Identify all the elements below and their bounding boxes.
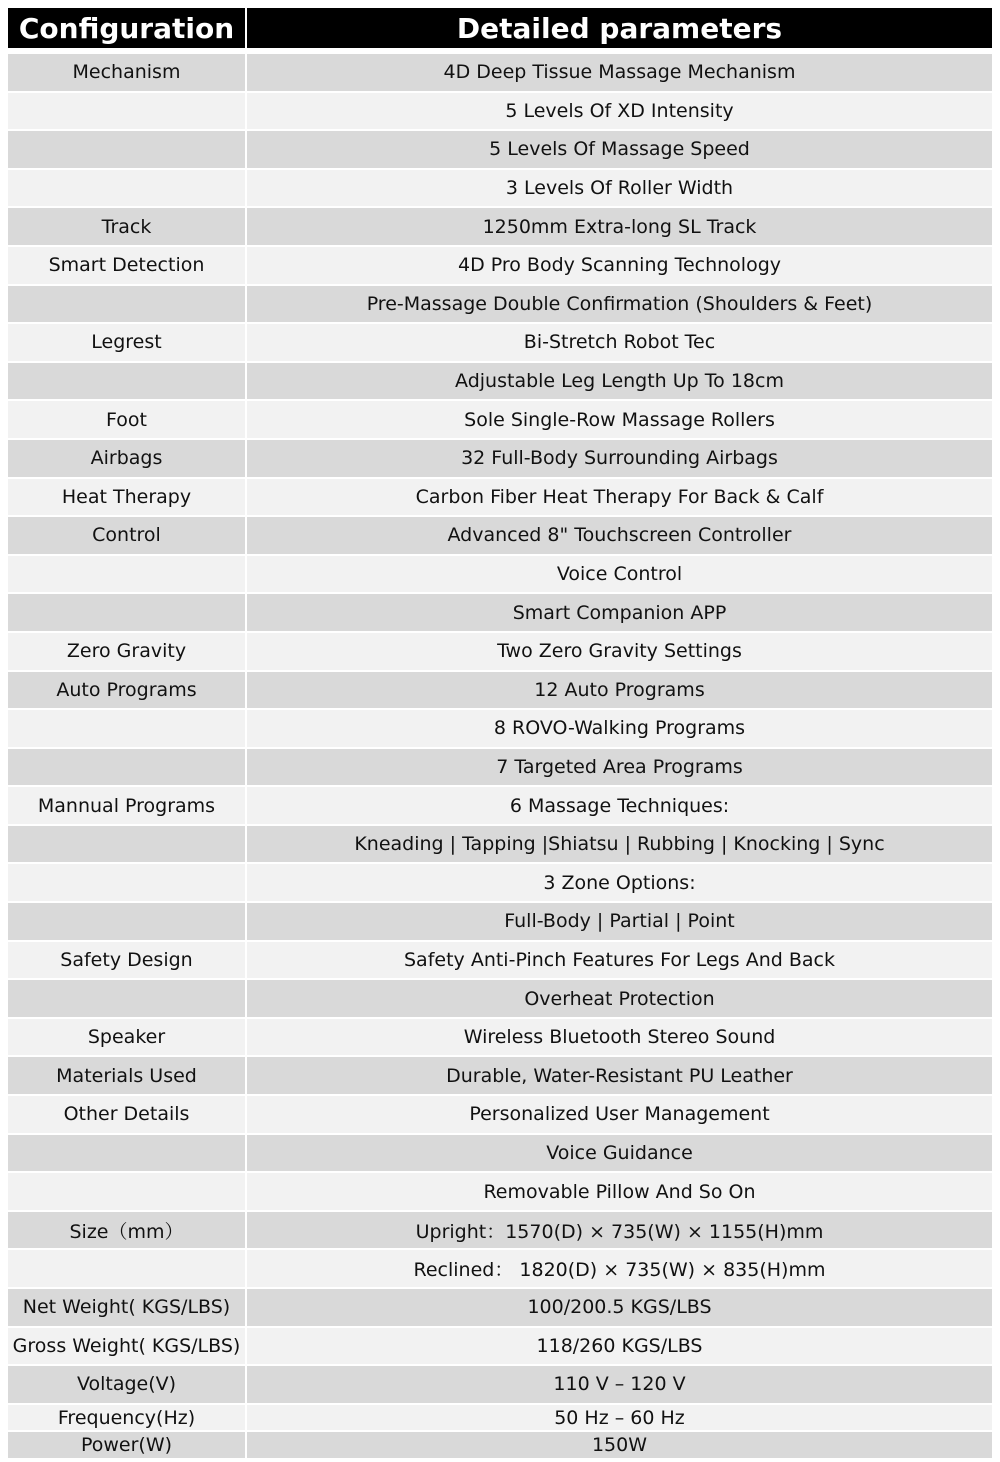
- parameter-cell: Wireless Bluetooth Stereo Sound: [247, 1019, 992, 1056]
- table-row: [8, 1405, 992, 1431]
- configuration-cell: [8, 131, 245, 168]
- table-body: [8, 54, 992, 1460]
- table-row: [8, 1096, 992, 1133]
- configuration-cell: Other Details: [8, 1096, 245, 1133]
- table-row: [8, 594, 992, 631]
- table-row: [8, 1173, 992, 1210]
- table-row: [8, 170, 992, 207]
- configuration-cell: Auto Programs: [8, 672, 245, 709]
- parameter-cell: Overheat Protection: [247, 980, 992, 1017]
- configuration-cell: Airbags: [8, 440, 245, 477]
- configuration-cell: Frequency(Hz): [8, 1405, 245, 1431]
- parameter-cell: 118/260 KGS/LBS: [247, 1328, 992, 1365]
- configuration-cell: [8, 826, 245, 863]
- parameter-cell: Safety Anti-Pinch Features For Legs And Back: [247, 942, 992, 979]
- table-row: [8, 54, 992, 91]
- configuration-cell: [8, 363, 245, 400]
- parameter-cell: 110 V – 120 V: [247, 1366, 992, 1403]
- parameter-cell: Sole Single-Row Massage Rollers: [247, 401, 992, 438]
- configuration-cell: [8, 1250, 245, 1287]
- configuration-cell: [8, 710, 245, 747]
- table-row: [8, 1019, 992, 1056]
- spec-table: [8, 8, 992, 1460]
- header-configuration: Configuration: [8, 8, 245, 48]
- table-row: [8, 324, 992, 361]
- table-row: [8, 1432, 992, 1458]
- parameter-cell: Personalized User Management: [247, 1096, 992, 1133]
- configuration-cell: [8, 594, 245, 631]
- table-row: [8, 672, 992, 709]
- parameter-cell: Removable Pillow And So On: [247, 1173, 992, 1210]
- configuration-cell: Mechanism: [8, 54, 245, 91]
- parameter-cell: 100/200.5 KGS/LBS: [247, 1289, 992, 1326]
- parameter-cell: Adjustable Leg Length Up To 18cm: [247, 363, 992, 400]
- parameter-cell: 3 Zone Options:: [247, 864, 992, 901]
- parameter-cell: 12 Auto Programs: [247, 672, 992, 709]
- table-row: [8, 1212, 992, 1249]
- parameter-cell: 4D Deep Tissue Massage Mechanism: [247, 54, 992, 91]
- configuration-cell: Mannual Programs: [8, 787, 245, 824]
- parameter-cell: Advanced 8" Touchscreen Controller: [247, 517, 992, 554]
- table-row: [8, 903, 992, 940]
- configuration-cell: Heat Therapy: [8, 479, 245, 516]
- parameter-cell: 4D Pro Body Scanning Technology: [247, 247, 992, 284]
- parameter-cell: 7 Targeted Area Programs: [247, 749, 992, 786]
- parameter-cell: Carbon Fiber Heat Therapy For Back & Calf: [247, 479, 992, 516]
- table-row: [8, 1366, 992, 1403]
- configuration-cell: [8, 1135, 245, 1172]
- configuration-cell: Power(W): [8, 1432, 245, 1458]
- table-row: [8, 286, 992, 323]
- table-row: [8, 1135, 992, 1172]
- configuration-cell: Speaker: [8, 1019, 245, 1056]
- table-row: [8, 1057, 992, 1094]
- configuration-cell: Smart Detection: [8, 247, 245, 284]
- configuration-cell: [8, 170, 245, 207]
- configuration-cell: Foot: [8, 401, 245, 438]
- parameter-cell: Two Zero Gravity Settings: [247, 633, 992, 670]
- configuration-cell: Net Weight( KGS/LBS): [8, 1289, 245, 1326]
- table-row: [8, 479, 992, 516]
- configuration-cell: Gross Weight( KGS/LBS): [8, 1328, 245, 1365]
- configuration-cell: Safety Design: [8, 942, 245, 979]
- configuration-cell: Control: [8, 517, 245, 554]
- table-row: [8, 1250, 992, 1287]
- table-row: [8, 1289, 992, 1326]
- table-row: [8, 93, 992, 130]
- configuration-cell: [8, 93, 245, 130]
- configuration-cell: [8, 749, 245, 786]
- table-row: [8, 247, 992, 284]
- table-row: [8, 1328, 992, 1365]
- parameter-cell: 6 Massage Techniques:: [247, 787, 992, 824]
- configuration-cell: [8, 556, 245, 593]
- parameter-cell: 8 ROVO-Walking Programs: [247, 710, 992, 747]
- table-header: [8, 8, 992, 48]
- configuration-cell: [8, 1173, 245, 1210]
- parameter-cell: 1250mm Extra-long SL Track: [247, 208, 992, 245]
- parameter-cell: Upright：1570(D) × 735(W) × 1155(H)mm: [247, 1212, 992, 1249]
- configuration-cell: Size（mm）: [8, 1212, 245, 1249]
- parameter-cell: 5 Levels Of Massage Speed: [247, 131, 992, 168]
- parameter-cell: Full-Body | Partial | Point: [247, 903, 992, 940]
- table-row: [8, 942, 992, 979]
- configuration-cell: Materials Used: [8, 1057, 245, 1094]
- parameter-cell: 32 Full-Body Surrounding Airbags: [247, 440, 992, 477]
- configuration-cell: [8, 286, 245, 323]
- table-row: [8, 633, 992, 670]
- configuration-cell: [8, 903, 245, 940]
- table-row: [8, 710, 992, 747]
- parameter-cell: Reclined： 1820(D) × 735(W) × 835(H)mm: [247, 1250, 992, 1287]
- table-row: [8, 787, 992, 824]
- parameter-cell: 5 Levels Of XD Intensity: [247, 93, 992, 130]
- configuration-cell: Track: [8, 208, 245, 245]
- table-row: [8, 363, 992, 400]
- parameter-cell: 3 Levels Of Roller Width: [247, 170, 992, 207]
- configuration-cell: [8, 980, 245, 1017]
- configuration-cell: Voltage(V): [8, 1366, 245, 1403]
- table-row: [8, 980, 992, 1017]
- table-row: [8, 864, 992, 901]
- table-row: [8, 826, 992, 863]
- table-row: [8, 749, 992, 786]
- parameter-cell: Pre-Massage Double Confirmation (Shoulders & Feet): [247, 286, 992, 323]
- configuration-cell: Zero Gravity: [8, 633, 245, 670]
- parameter-cell: 150W: [247, 1432, 992, 1458]
- table-row: [8, 208, 992, 245]
- parameter-cell: Smart Companion APP: [247, 594, 992, 631]
- parameter-cell: Voice Control: [247, 556, 992, 593]
- parameter-cell: Durable, Water-Resistant PU Leather: [247, 1057, 992, 1094]
- table-row: [8, 517, 992, 554]
- parameter-cell: 50 Hz – 60 Hz: [247, 1405, 992, 1431]
- parameter-cell: Bi-Stretch Robot Tec: [247, 324, 992, 361]
- parameter-cell: Kneading | Tapping |Shiatsu | Rubbing | Knocking | Sync: [247, 826, 992, 863]
- configuration-cell: [8, 864, 245, 901]
- table-row: [8, 556, 992, 593]
- configuration-cell: Legrest: [8, 324, 245, 361]
- header-detailed-parameters: Detailed parameters: [247, 8, 992, 48]
- parameter-cell: Voice Guidance: [247, 1135, 992, 1172]
- table-row: [8, 131, 992, 168]
- table-row: [8, 440, 992, 477]
- table-row: [8, 401, 992, 438]
